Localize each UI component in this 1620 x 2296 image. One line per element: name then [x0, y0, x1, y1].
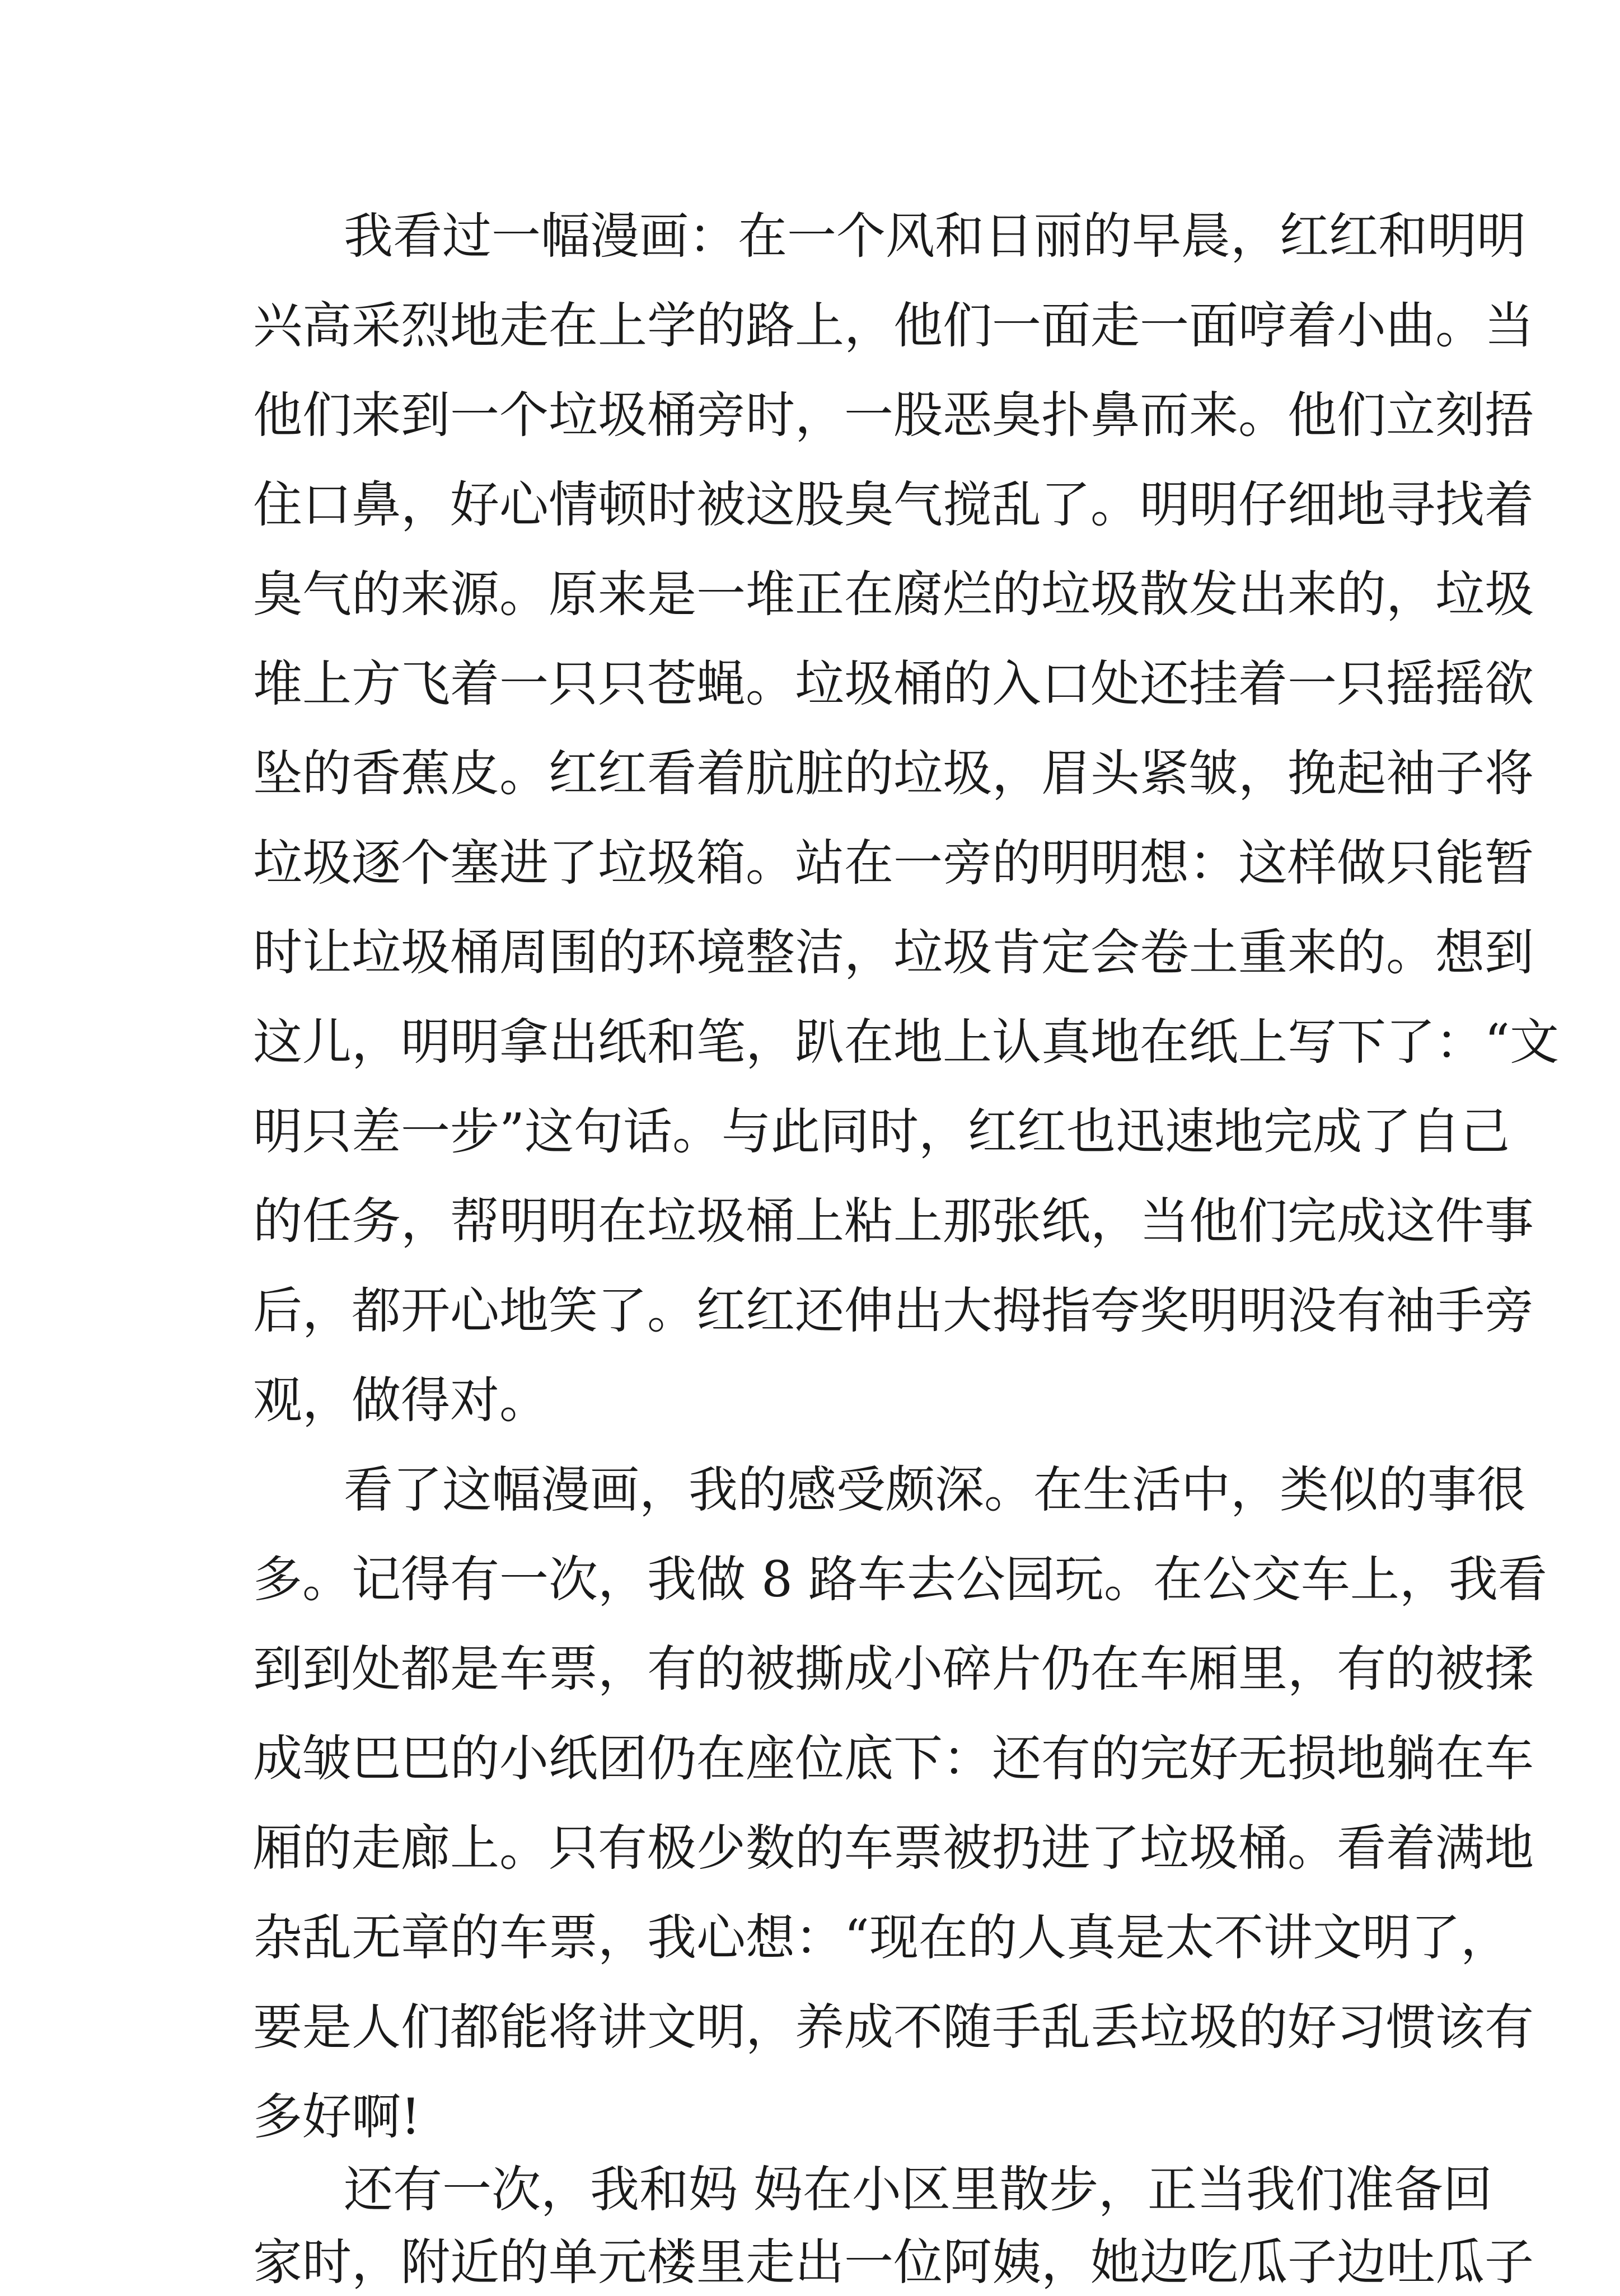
text-line: 时让垃圾桶周围的环境整洁，垃圾肯定会卷土重来的。想到 — [253, 924, 1534, 981]
text-line: 后，都开心地笑了。红红还伸出大拇指夸奖明明没有袖手旁 — [253, 1282, 1534, 1339]
text-line: 多好啊! — [253, 2088, 421, 2145]
text-line: 成皱巴巴的小纸团仍在座位底下：还有的完好无损地躺在车 — [253, 1730, 1534, 1787]
text-line: 的任务，帮明明在垃圾桶上粘上那张纸，当他们完成这件事 — [253, 1192, 1534, 1250]
text-line: 住口鼻，好心情顿时被这股臭气搅乱了。明明仔细地寻找着 — [253, 476, 1534, 533]
text-line: 兴高采烈地走在上学的路上，他们一面走一面哼着小曲。当 — [253, 297, 1534, 354]
text-line: 要是人们都能将讲文明，养成不随手乱丢垃圾的好习惯该有 — [253, 1998, 1534, 2056]
text-line: 看了这幅漫画，我的感受颇深。在生活中，类似的事很 — [344, 1461, 1527, 1519]
text-line: 观，做得对。 — [253, 1371, 549, 1429]
text-line: 垃圾逐个塞进了垃圾箱。站在一旁的明明想：这样做只能暂 — [253, 834, 1534, 892]
text-line: 厢的走廊上。只有极少数的车票被扔进了垃圾桶。看着满地 — [253, 1819, 1534, 1877]
text-line: 臭气的来源。原来是一堆正在腐烂的垃圾散发出来的，垃圾 — [253, 565, 1534, 623]
text-line: 多。记得有一次，我做 8 路车去公园玩。在公交车上，我看 — [253, 1550, 1547, 1608]
text-line: 杂乱无章的车票，我心想：“现在的人真是太不讲文明了， — [253, 1909, 1510, 1966]
text-line: 明只差一步”这句话。与此同时，红红也迅速地完成了自己 — [253, 1103, 1510, 1160]
text-line: 他们来到一个垃圾桶旁时，一股恶臭扑鼻而来。他们立刻捂 — [253, 386, 1534, 444]
text-line: 堆上方飞着一只只苍蝇。垃圾桶的入口处还挂着一只摇摇欲 — [253, 655, 1534, 713]
text-line: 我看过一幅漫画：在一个风和日丽的早晨，红红和明明 — [344, 207, 1527, 265]
text-line: 家时，附近的单元楼里走出一位阿姨，她边吃瓜子边吐瓜子 — [253, 2233, 1534, 2291]
text-line: 到到处都是车票，有的被撕成小碎片仍在车厢里，有的被揉 — [253, 1640, 1534, 1698]
text-line: 还有一次，我和妈 妈在小区里散步，正当我们准备回 — [344, 2161, 1492, 2218]
text-line: 这儿，明明拿出纸和笔，趴在地上认真地在纸上写下了：“文 — [253, 1013, 1559, 1071]
text-line: 坠的香蕉皮。红红看着肮脏的垃圾，眉头紧皱，挽起袖子将 — [253, 744, 1534, 802]
